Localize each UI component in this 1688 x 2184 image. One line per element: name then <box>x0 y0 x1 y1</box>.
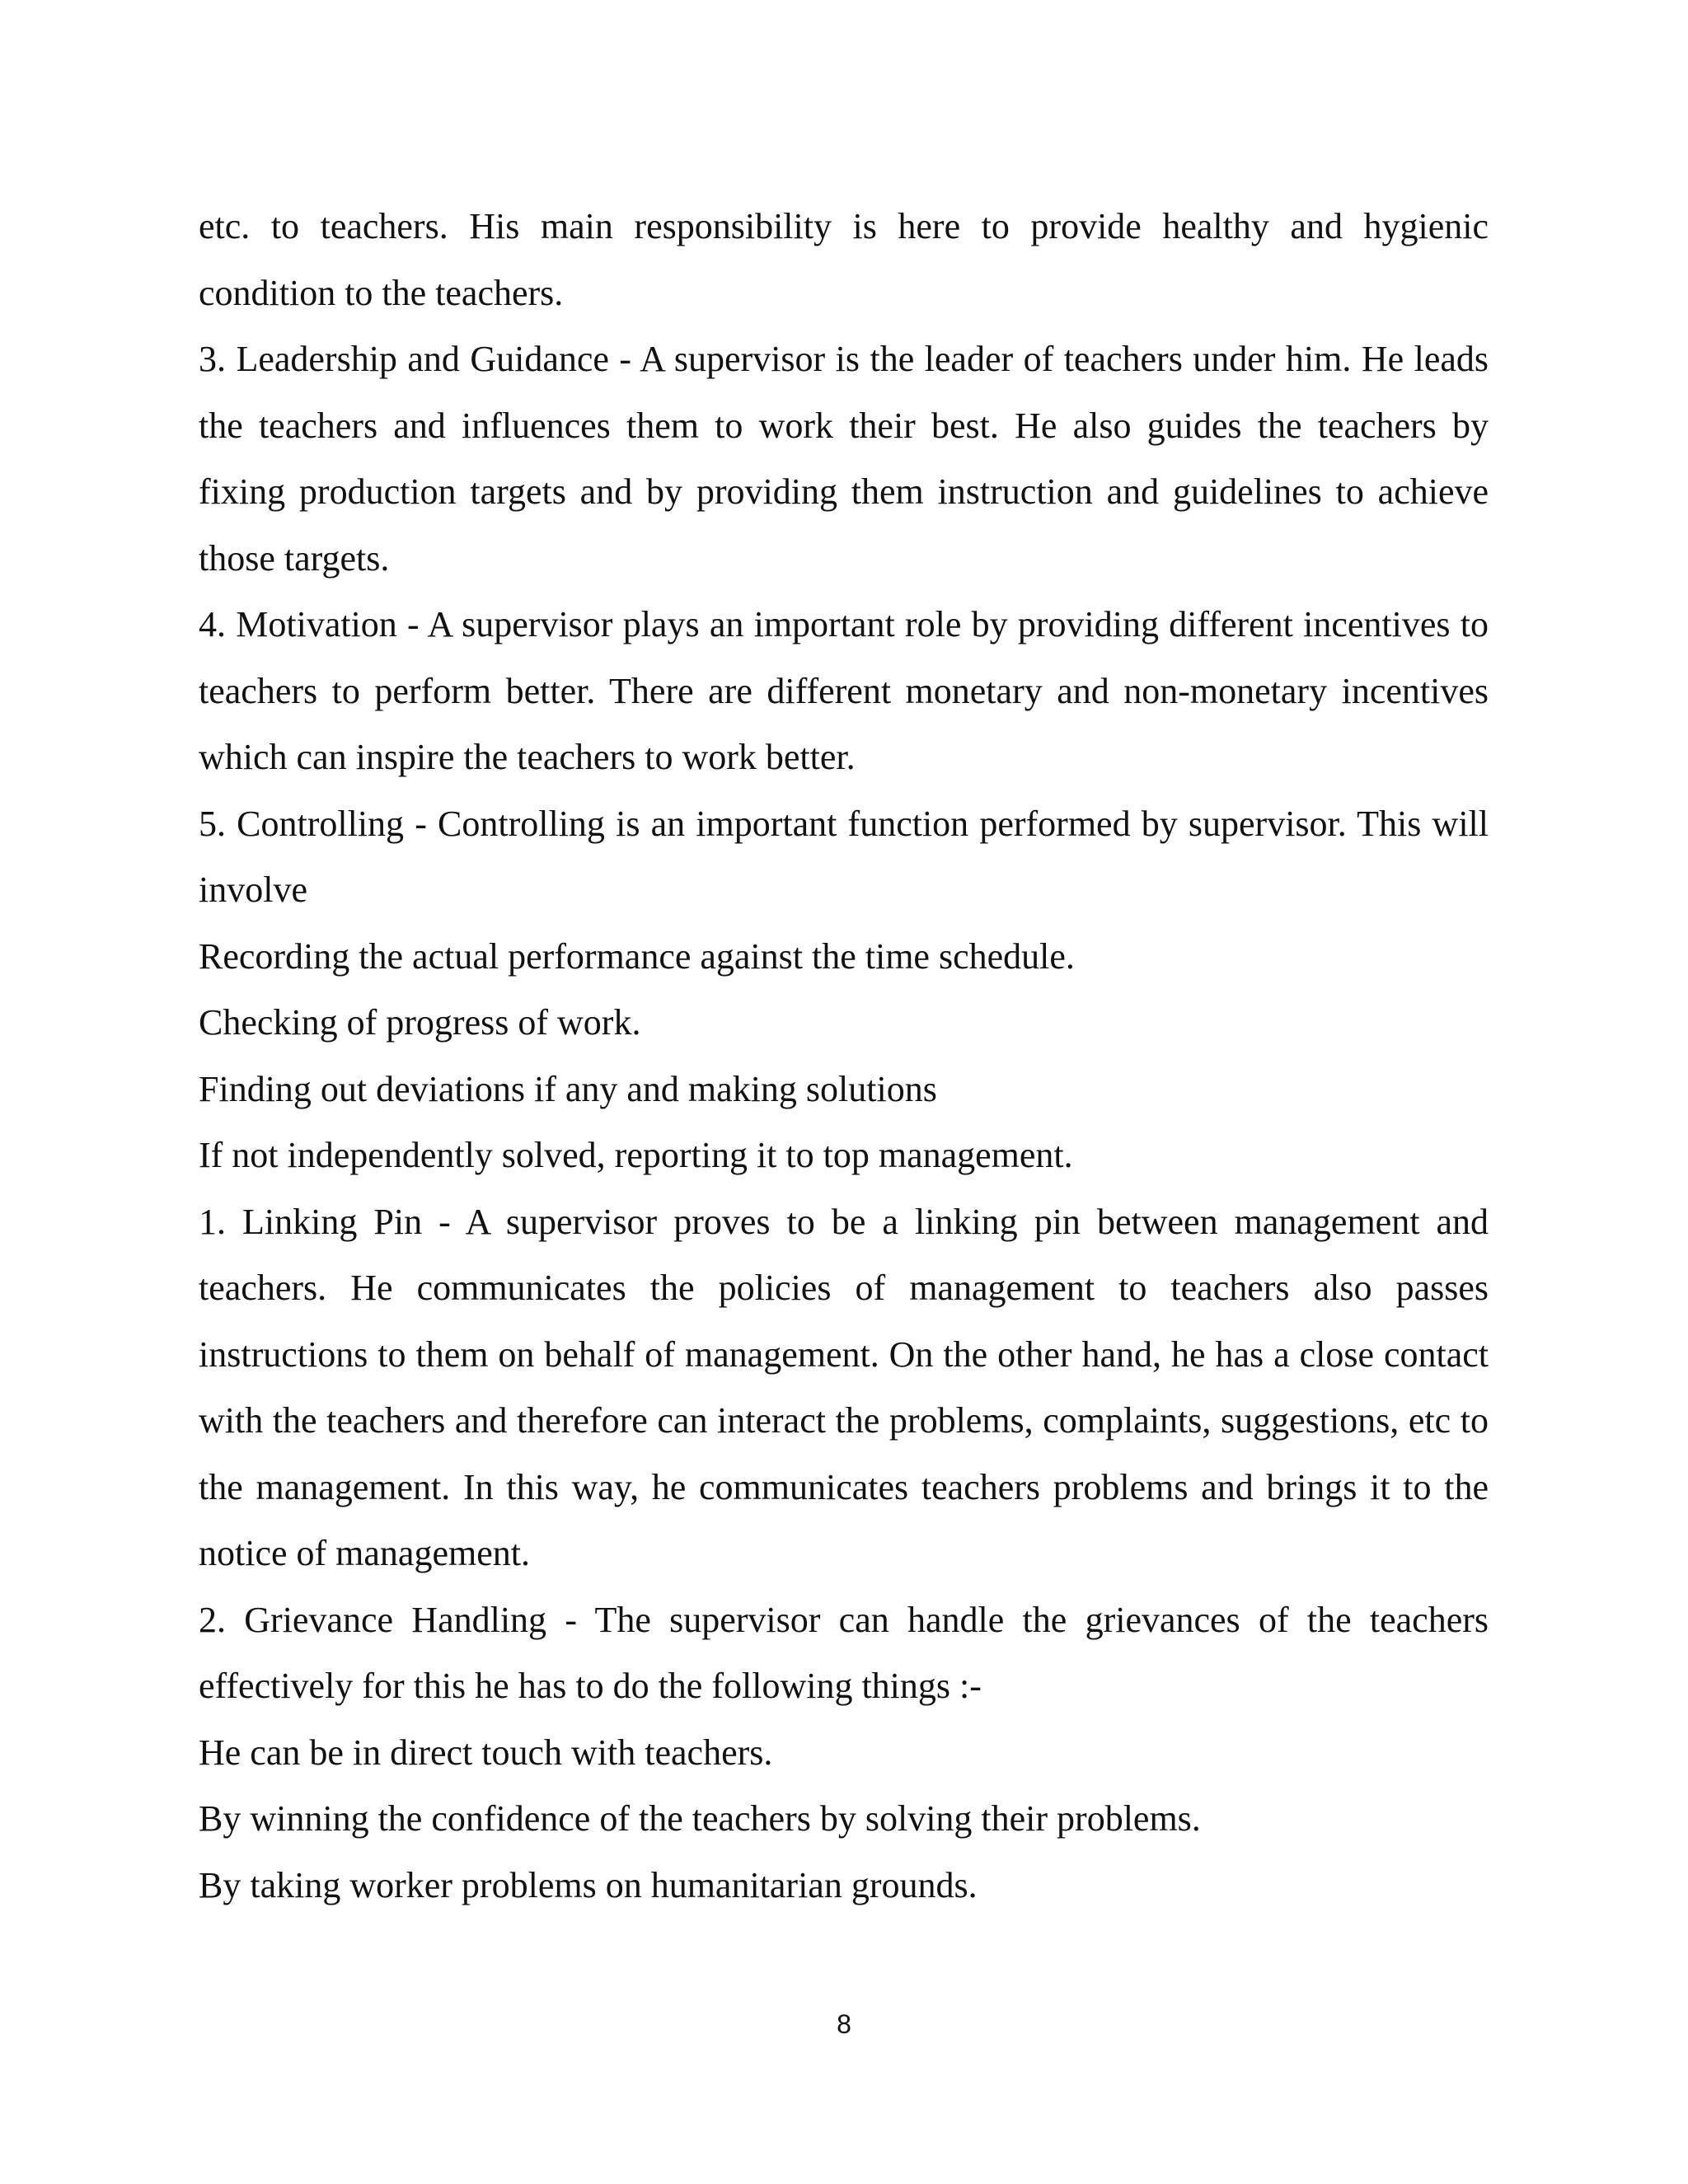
paragraph-hygiene-continuation: etc. to teachers. His main responsibility is here to provide healthy and hygienic condition to the teachers. <box>199 206 1489 313</box>
paragraph-motivation: 4. Motivation - A supervisor plays an important role by providing different incentives to teachers to perform better. There are different monetary and non-monetary incentives which can inspire the teachers to work better. <box>199 604 1489 777</box>
list-item: He can be in direct touch with teachers. <box>199 1732 773 1773</box>
list-item: Finding out deviations if any and making solutions <box>199 1068 937 1109</box>
paragraph-grievance-handling: 2. Grievance Handling - The supervisor can handle the grievances of the teachers effectively for this he has to do the following things :- <box>199 1599 1489 1706</box>
page-number: 8 <box>837 2009 851 2039</box>
body-text <box>199 194 1489 1919</box>
list-item: By taking worker problems on humanitarian grounds. <box>199 1864 978 1905</box>
list-item: If not independently solved, reporting it to top management. <box>199 1135 1073 1175</box>
list-item: Recording the actual performance against the time schedule. <box>199 935 1075 977</box>
paragraph-leadership-guidance: 3. Leadership and Guidance - A supervisor is the leader of teachers under him. He leads the teachers and influences them to work their best. He also guides the teachers by fixing production targets and by providing them instruction and guidelines to achieve those targets. <box>199 339 1489 579</box>
list-item: Checking of progress of work. <box>199 1002 641 1043</box>
paragraph-linking-pin: 1. Linking Pin - A supervisor proves to be a linking pin between management and teachers. He communicates the policies of management to teachers also passes instructions to them on behalf of management. On the other hand, he has a close contact with the teachers and therefore can interact the problems, complaints, suggestions, etc to the management. In this way, he communicates teachers problems and brings it to the notice of management. <box>199 1201 1489 1573</box>
list-item: By winning the confidence of the teachers by solving their problems. <box>199 1798 1201 1839</box>
paragraph-controlling: 5. Controlling - Controlling is an important function performed by supervisor. This will involve <box>199 803 1489 910</box>
